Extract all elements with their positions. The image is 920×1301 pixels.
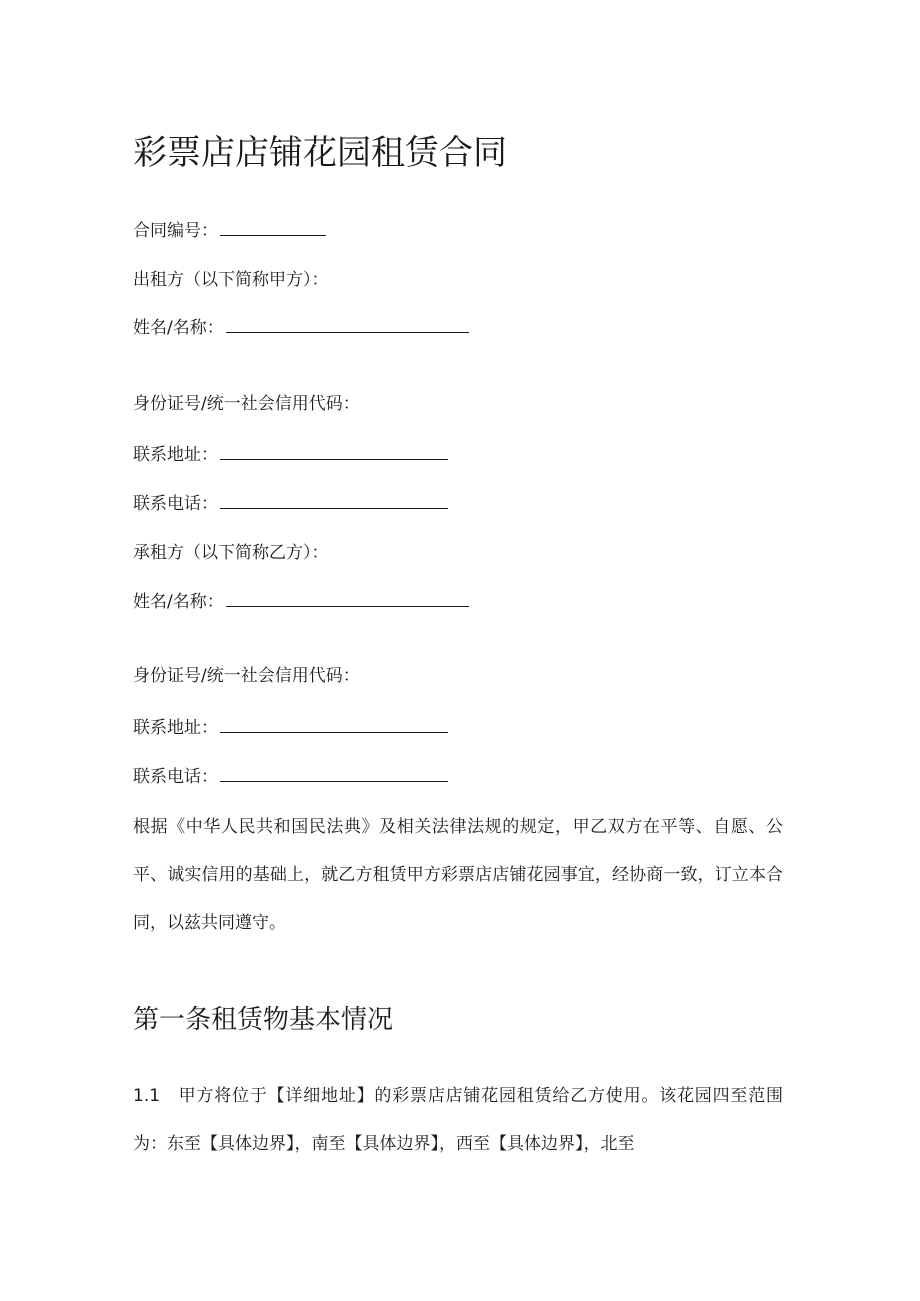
lessee-name-line (133, 590, 469, 614)
document-title: 彩票店店铺花园租赁合同 (133, 133, 507, 173)
lessor-name-label: 姓名/名称： (133, 318, 224, 338)
lessee-address-label: 联系地址： (133, 718, 218, 738)
lessee-name-blank[interactable] (226, 590, 469, 607)
lessee-phone-line (133, 765, 448, 789)
contract-number-blank[interactable] (220, 219, 326, 236)
lessee-phone-label: 联系电话： (133, 767, 218, 787)
lessor-name-line (133, 316, 469, 340)
lessor-address-blank[interactable] (220, 443, 448, 460)
lessee-id-line: 身份证号/统一社会信用代码： (133, 666, 360, 686)
lessor-name-blank[interactable] (226, 316, 469, 333)
article-1-title: 第一条租赁物基本情况 (133, 1005, 394, 1035)
lessee-heading: 承租方（以下简称乙方）： (133, 543, 329, 563)
lessor-phone-blank[interactable] (220, 492, 448, 509)
clause-1-1: 1.1 甲方将位于【详细地址】的彩票店店铺花园租赁给乙方使用。该花园四至范围为：东至【具体边界】，南至【具体边界】，西至【具体边界】，北至 (133, 1086, 783, 1154)
contract-number-line (133, 219, 326, 243)
lessor-address-label: 联系地址： (133, 445, 218, 465)
preamble-paragraph: 根据《中华人民共和国民法典》及相关法律法规的规定，甲乙双方在平等、自愿、公平、诚实信用的基础上，就乙方租赁甲方彩票店店铺花园事宜，经协商一致，订立本合同，以兹共同遵守。 (133, 817, 783, 933)
lessor-address-line (133, 443, 448, 467)
lessor-phone-label: 联系电话： (133, 494, 218, 514)
lessee-address-line (133, 716, 448, 740)
lessee-name-label: 姓名/名称： (133, 592, 224, 612)
contract-number-label: 合同编号： (133, 221, 218, 241)
lessor-phone-line (133, 492, 448, 516)
lessee-phone-blank[interactable] (220, 765, 448, 782)
lessee-address-blank[interactable] (220, 716, 448, 733)
lessor-id-line: 身份证号/统一社会信用代码： (133, 394, 360, 414)
lessor-heading: 出租方（以下简称甲方）： (133, 270, 329, 290)
